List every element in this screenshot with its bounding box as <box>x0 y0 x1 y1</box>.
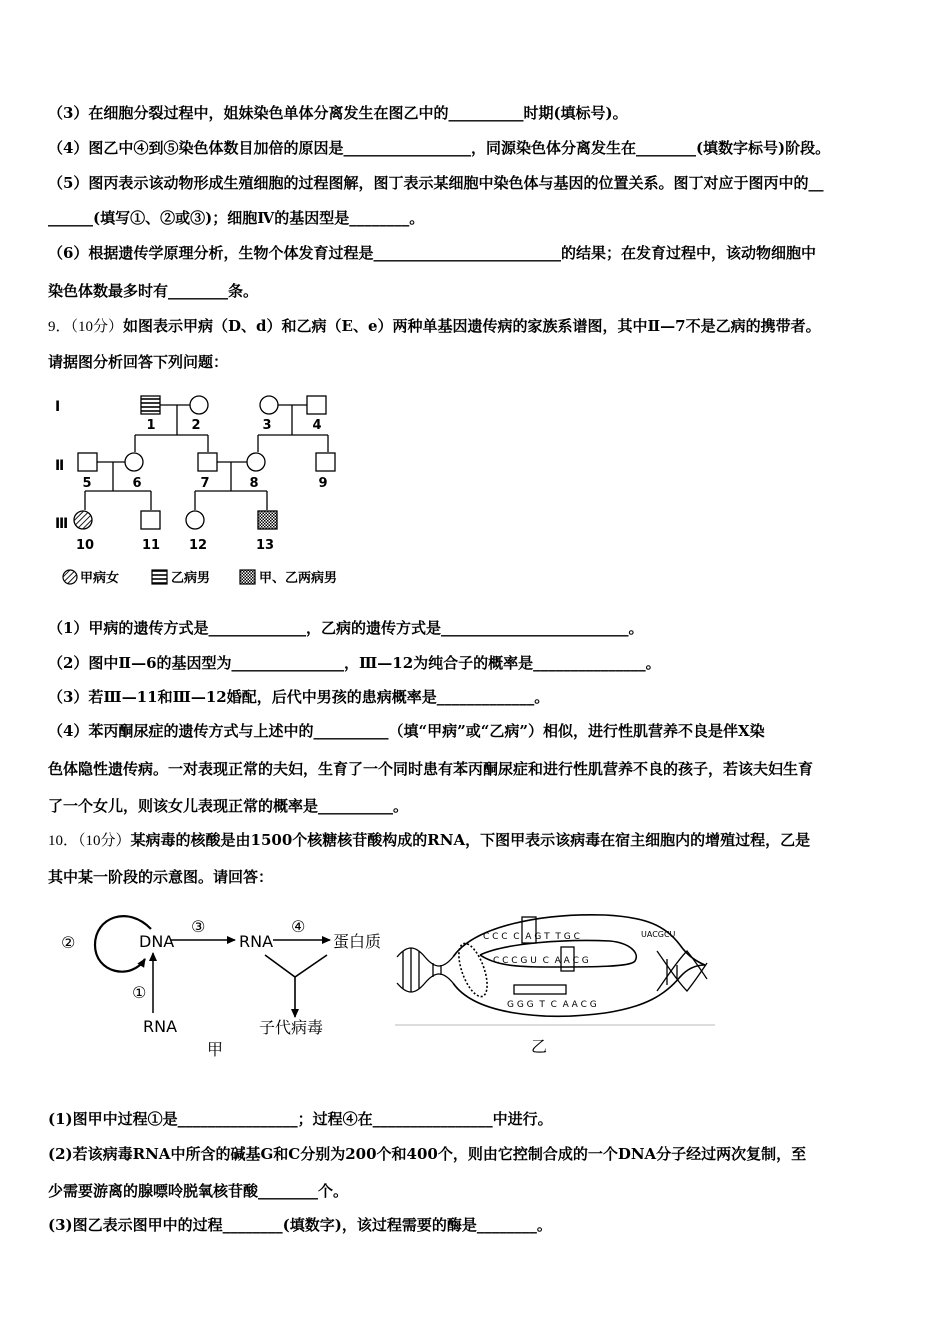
q9-part1: （1）甲病的遗传方式是_____________，乙病的遗传方式是_________________________。 <box>48 619 644 637</box>
q9-part2: （2）图中Ⅱ—6的基因型为_______________，Ⅲ—12为纯合子的概率是_______________。 <box>48 654 661 672</box>
process-3-label: ③ <box>191 917 206 936</box>
figure-jia-caption: 甲 <box>207 1040 224 1059</box>
rna-label: RNA <box>239 932 274 951</box>
q9-stem-line1 <box>48 316 821 337</box>
process-4-label: ④ <box>291 917 306 936</box>
person-4-normal-male <box>307 396 326 414</box>
person-2-normal-female <box>190 396 208 414</box>
pedigree-legend <box>63 570 337 586</box>
q10-part3: (3)图乙表示图甲中的过程________(填数字)，该过程需要的酶是________。 <box>48 1216 552 1234</box>
q10-stem-line2: 其中某一阶段的示意图。请回答： <box>48 868 274 886</box>
q9-stem-text: 如图表示甲病（D、d）和乙病（E、e）两种单基因遗传病的家族系谱图，其中Ⅱ—7不是乙病的携带者。 <box>123 317 821 335</box>
dna-double-helix-right <box>657 951 707 991</box>
figure-yi <box>395 895 715 1065</box>
legend-affected-both-male-symbol <box>240 570 255 584</box>
id-7: 7 <box>200 476 210 491</box>
id-3: 3 <box>262 418 272 433</box>
id-9: 9 <box>318 476 328 491</box>
person-id-labels <box>76 418 328 553</box>
gen-1-label: Ⅰ <box>55 399 61 415</box>
generation-3 <box>74 511 277 529</box>
rna-strand-sequence: C C C G U C A A C G <box>493 956 589 966</box>
person-1-affected-b-male <box>141 396 160 414</box>
template-strand-sequence: C C C C A G T T G C <box>483 932 580 942</box>
q10-part1: (1)图甲中过程①是________________；过程④在________________中进行。 <box>48 1110 553 1128</box>
dna-double-helix-left <box>397 948 453 992</box>
id-2: 2 <box>191 418 201 433</box>
offspring-virus-label: 子代病毒 <box>259 1018 324 1037</box>
pedigree-chart <box>45 385 385 600</box>
person-5-normal-male <box>78 453 97 471</box>
gen-3-label: Ⅲ <box>55 516 69 532</box>
q9-part4-line3: 了一个女儿，则该女儿表现正常的概率是__________。 <box>48 797 409 815</box>
coding-strand-sequence: G G G T C A A C G <box>507 1000 597 1010</box>
gen-2-label: Ⅱ <box>55 458 65 474</box>
protein-label: 蛋白质 <box>333 932 382 951</box>
rna-tail-sequence: UACGCU <box>641 930 676 939</box>
id-13: 13 <box>255 538 275 553</box>
figure-jia <box>55 895 400 1065</box>
generation-labels <box>55 399 68 532</box>
q8-part3: （3）在细胞分裂过程中，姐妹染色单体分离发生在图乙中的__________时期(填标号)。 <box>48 104 628 122</box>
person-13-affected-both-male <box>258 511 277 529</box>
process-1-label: ① <box>132 983 147 1002</box>
q9-part4-line1: （4）苯丙酮尿症的遗传方式与上述中的__________（填“甲病”或“乙病”）相似，进行性肌营养不良是伴X染 <box>48 722 765 740</box>
person-6-normal-female <box>125 453 143 471</box>
q10-stem-line1 <box>48 830 810 851</box>
q8-part5-line1: （5）图丙表示该动物形成生殖细胞的过程图解，图丁表示某细胞中染色体与基因的位置关系。图丁对应于图丙中的__ <box>48 174 824 192</box>
q8-part6-line1: （6）根据遗传学原理分析，生物个体发育过程是_________________________的结果；在发育过程中，该动物细胞中 <box>48 244 816 262</box>
legend-affected-a-female-label: 甲病女 <box>80 571 120 586</box>
legend-affected-a-female-symbol <box>63 570 77 584</box>
person-10-affected-a-female <box>74 511 92 529</box>
id-8: 8 <box>249 476 259 491</box>
q9-part4-line2: 色体隐性遗传病。一对表现正常的夫妇，生育了一个同时患有苯丙酮尿症和进行性肌营养不良的孩子，若该夫妇生育 <box>48 760 814 778</box>
id-12: 12 <box>188 538 208 553</box>
rna-bottom-label: RNA <box>143 1017 178 1036</box>
legend-affected-both-male-label: 甲、乙两病男 <box>259 571 338 586</box>
legend-affected-b-male-label: 乙病男 <box>171 571 211 586</box>
id-5: 5 <box>82 476 92 491</box>
q8-part5-line2: ______(填写①、②或③)；细胞Ⅳ的基因型是________。 <box>48 209 425 227</box>
person-12-normal-female <box>186 511 204 529</box>
assembly-lines <box>265 955 327 1017</box>
id-4: 4 <box>312 418 322 433</box>
id-10: 10 <box>75 538 95 553</box>
dna-label: DNA <box>139 932 175 951</box>
person-8-normal-female <box>247 453 265 471</box>
highlight-box-bottom <box>514 985 566 994</box>
legend-affected-b-male-symbol <box>152 570 167 584</box>
person-11-normal-male <box>141 511 160 529</box>
q8-part6-line2: 染色体数最多时有________条。 <box>48 282 259 300</box>
q10-number: 10．（10分） <box>48 833 131 849</box>
q9-part3: （3）若Ⅲ—11和Ⅲ—12婚配，后代中男孩的患病概率是_____________。 <box>48 688 550 706</box>
q10-part2-line1: (2)若该病毒RNA中所含的碱基G和C分别为200个和400个，则由它控制合成的一个DNA分子经过两次复制，至 <box>48 1145 807 1163</box>
q10-part2-line2: 少需要游离的腺嘌呤脱氧核苷酸________个。 <box>48 1182 349 1200</box>
q9-stem-line2: 请据图分析回答下列问题： <box>48 353 229 371</box>
q8-part4: （4）图乙中④到⑤染色体数目加倍的原因是_________________，同源染色体分离发生在________(填数字标号)阶段。 <box>48 139 831 157</box>
id-11: 11 <box>141 538 161 553</box>
person-9-normal-male <box>316 453 335 471</box>
person-7-normal-male <box>198 453 217 471</box>
process-2-label: ② <box>61 933 76 952</box>
id-6: 6 <box>132 476 142 491</box>
q9-number: 9．（10分） <box>48 319 124 335</box>
figure-yi-caption: 乙 <box>531 1037 548 1056</box>
person-3-normal-female <box>260 396 278 414</box>
id-1: 1 <box>146 418 156 433</box>
q10-stem-text: 某病毒的核酸是由1500个核糖核苷酸构成的RNA，下图甲表示该病毒在宿主细胞内的增殖过程，乙是 <box>130 831 811 849</box>
